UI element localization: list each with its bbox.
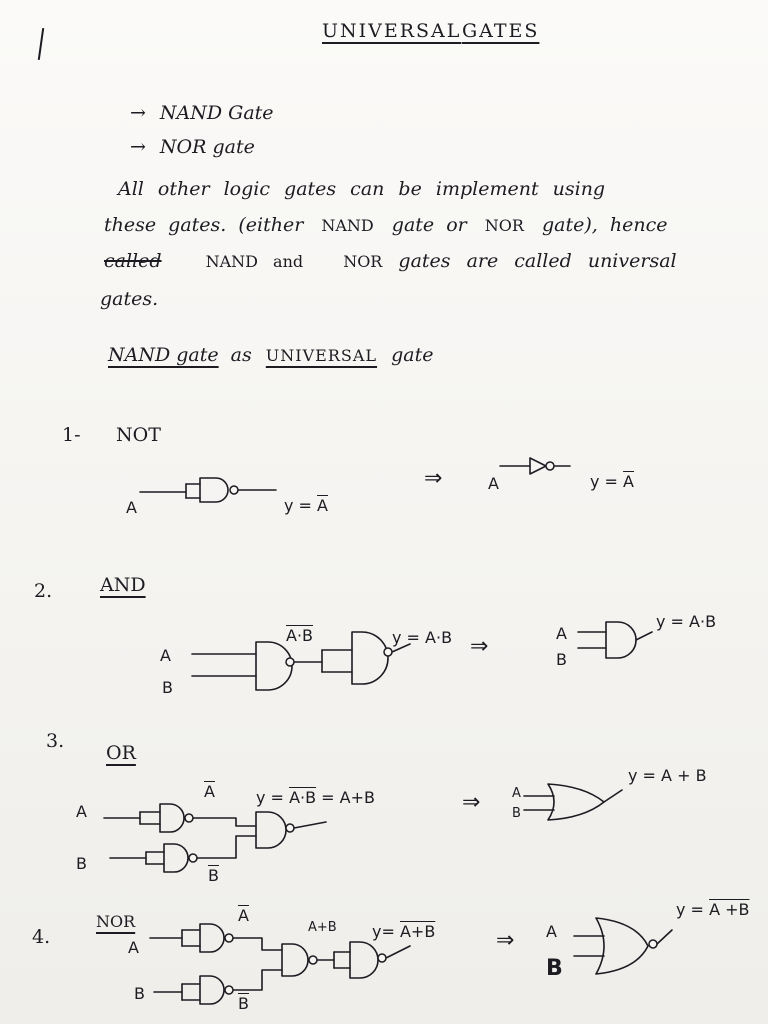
bullet-nor: → NOR gate (130, 136, 255, 158)
bullet-arrow-icon: → (130, 136, 146, 158)
intro-line-1: All other logic gates can be implement using (118, 178, 606, 200)
or-input-b: B (76, 854, 87, 873)
implies-icon: ⇒ (496, 928, 515, 953)
and-equiv-output: y = A·B (656, 612, 717, 631)
not-buffer-gate (500, 458, 570, 474)
nor-equiv-output: y = A +B (676, 900, 750, 919)
or-equiv-output: y = A + B (628, 766, 707, 785)
item-4-name: NOR (96, 912, 136, 931)
or-nand-out (256, 812, 326, 848)
nor-equiv-input-a: A (546, 922, 557, 941)
and-intermediate: A·B (286, 626, 314, 645)
section-title: NAND gate as UNIVERSAL gate (108, 344, 434, 366)
nor-nand-out (334, 942, 410, 978)
item-2-number: 2. (34, 580, 53, 602)
or-equiv-input-a: A (512, 786, 521, 801)
not-equiv-output: $y = \overline{A}$ (590, 472, 634, 491)
and-nand-2 (322, 632, 410, 684)
bullet-nand: → NAND Gate (130, 102, 274, 124)
nor-equiv-input-b: B (546, 956, 563, 981)
and-equiv-input-a: A (556, 624, 567, 643)
item-4-number: 4. (32, 926, 51, 948)
item-1-number: 1- (62, 424, 81, 446)
nor-nand-mid (282, 944, 334, 976)
and-nand-1 (192, 642, 322, 690)
or-output: y = A·B = A+B (256, 788, 375, 807)
nor-input-b: B (134, 984, 145, 1003)
nor-input-a: A (128, 938, 139, 957)
and-equiv-gate (578, 622, 652, 658)
or-nand-a (104, 804, 256, 832)
not-output: $y = \overline{A}$ (284, 496, 328, 515)
title-universal: UNIVERSAL (322, 20, 462, 42)
title-gates: GATES (462, 20, 540, 42)
item-3-number: 3. (46, 730, 65, 752)
nor-nand-b (154, 970, 282, 1004)
implies-icon: ⇒ (462, 790, 481, 815)
nor-nand-a (150, 924, 282, 952)
intro-line-4: gates. (100, 288, 159, 310)
nor-intermediate: A+B (308, 920, 337, 935)
and-output: y = A·B (392, 628, 453, 647)
and-input-b: B (162, 678, 173, 697)
item-1-name: NOT (116, 424, 161, 446)
or-input-a: A (76, 802, 87, 821)
not-equiv-input: A (488, 474, 499, 493)
or-nand-b (110, 836, 256, 872)
intro-line-3: called NAND and NOR gates are called universal (104, 250, 677, 272)
intro-line-2: these gates. (either NAND gate or NOR gate), hence (104, 214, 668, 236)
not-input-a: A (126, 498, 137, 517)
nor-inv-b: $\overline{B}$ (238, 994, 249, 1013)
implies-icon: ⇒ (470, 634, 489, 659)
item-2-name: AND (100, 574, 146, 596)
and-equiv-input-b: B (556, 650, 567, 669)
not-nand-gate (140, 478, 276, 502)
bullet-arrow-icon: → (130, 102, 146, 124)
or-equiv-input-b: B (512, 806, 521, 821)
nor-inv-a: $\overline{A}$ (238, 906, 249, 925)
or-inv-a: $\overline{A}$ (204, 782, 215, 801)
implies-icon: ⇒ (424, 466, 443, 491)
and-input-a: A (160, 646, 171, 665)
nor-equiv-gate (574, 918, 672, 974)
item-3-name: OR (106, 742, 136, 764)
or-equiv-gate (524, 784, 622, 820)
or-inv-b: $\overline{B}$ (208, 866, 219, 885)
nor-output: y= A+B (372, 922, 436, 941)
